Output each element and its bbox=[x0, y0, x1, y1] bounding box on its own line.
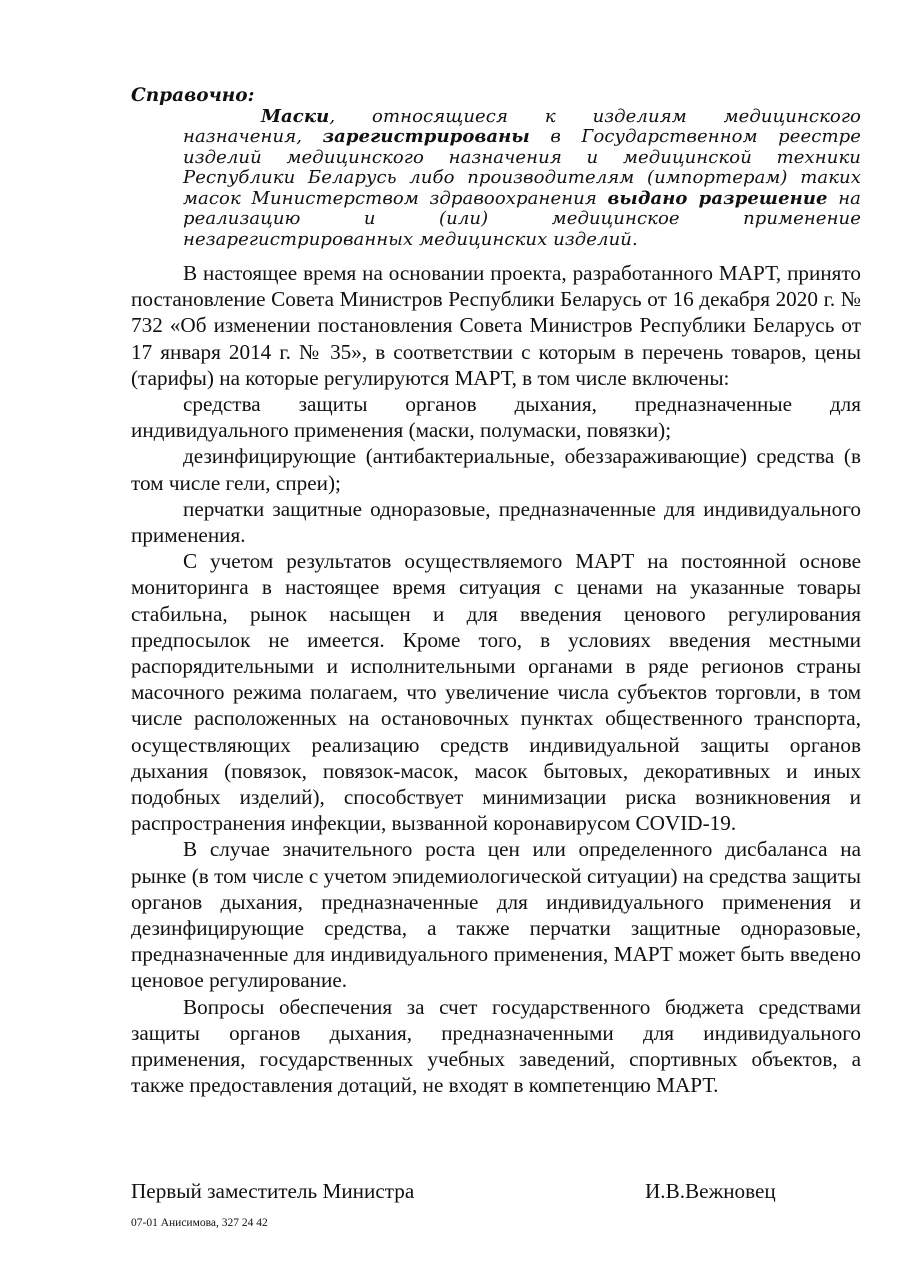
note-body bbox=[183, 107, 861, 251]
paragraph-regulation: В случае значительного роста цен или определенного дисбаланса на рынке (в том числе с учетом эпидемиологической ситуации) на средства защиты органов дыхания, предназначенные для индивидуального применения и дезинфицирующие средства, а также перчатки защитные одноразовые, предназначенные для индивидуального применения, МАРТ может быть введено ценовое регулирование. bbox=[131, 837, 861, 993]
reference-note bbox=[131, 86, 861, 250]
signatory-position: Первый заместитель Министра bbox=[131, 1179, 415, 1203]
note-registered: зарегистрированы bbox=[322, 126, 530, 148]
note-permission: выдано разрешение bbox=[607, 187, 828, 209]
note-text-3: на реализацию и (или) медицинское применение незарегистрированных медицинских изделий. bbox=[183, 187, 861, 250]
note-masks-word: Маски bbox=[261, 105, 330, 127]
note-text-2: в Государственном реестре изделий медицинского назначения и медицинской техники Республики Беларусь либо производителям (импортерам) таких масок Министерством здравоохранения bbox=[183, 126, 861, 209]
list-item-disinfectants: дезинфицирующие (антибактериальные, обеззараживающие) средства (в том числе гели, спреи); bbox=[131, 444, 861, 495]
paragraph-resolution: В настоящее время на основании проекта, разработанного МАРТ, принято постановление Совета Министров Республики Беларусь от 16 декабря 2020 г. № 732 «Об изменении постановления Совета Министров Республики Беларусь от 17 января 2014 г. № 35», в соответствии с которым в перечень товаров, цены (тарифы) на которые регулируются МАРТ, в том числе включены: bbox=[131, 261, 861, 390]
list-item-respiratory: средства защиты органов дыхания, предназначенные для индивидуального применения (маски, полумаски, повязки); bbox=[131, 392, 861, 443]
executor-footer: 07-01 Анисимова, 327 24 42 bbox=[131, 1217, 268, 1229]
letter-body bbox=[131, 260, 861, 1099]
note-text-1: , относящиеся к изделиям медицинского назначения, bbox=[183, 105, 861, 148]
note-title: Справочно: bbox=[131, 85, 255, 106]
paragraph-competence: Вопросы обеспечения за счет государственного бюджета средствами защиты органов дыхания, предназначенными для индивидуального применения, государственных учебных заведений, спортивных объектов, а также предоставления дотаций, не входят в компетенцию МАРТ. bbox=[131, 994, 861, 1098]
list-item-gloves: перчатки защитные одноразовые, предназначенные для индивидуального применения. bbox=[131, 496, 861, 548]
paragraph-monitoring: С учетом результатов осуществляемого МАРТ на постоянной основе мониторинга в настоящее время ситуация с ценами на указанные товары стабильна, рынок насыщен и для введения ценового регулирования предпосылок не имеется. Кроме того, в условиях введения местными распорядительными и исполнительными органами в ряде регионов страны масочного режима полагаем, что увеличение числа субъектов торговли, в том числе расположенных на остановочных пунктах общественного транспорта, осуществляющих реализацию средств индивидуальной защиты органов дыхания (повязок, повязок-масок, масок бытовых, декоративных и иных подобных изделий), способствует минимизации риска возникновения и распространения инфекции, вызванной коронавирусом COVID-19. bbox=[131, 549, 861, 836]
signatory-name: И.В.Вежновец bbox=[645, 1179, 776, 1203]
